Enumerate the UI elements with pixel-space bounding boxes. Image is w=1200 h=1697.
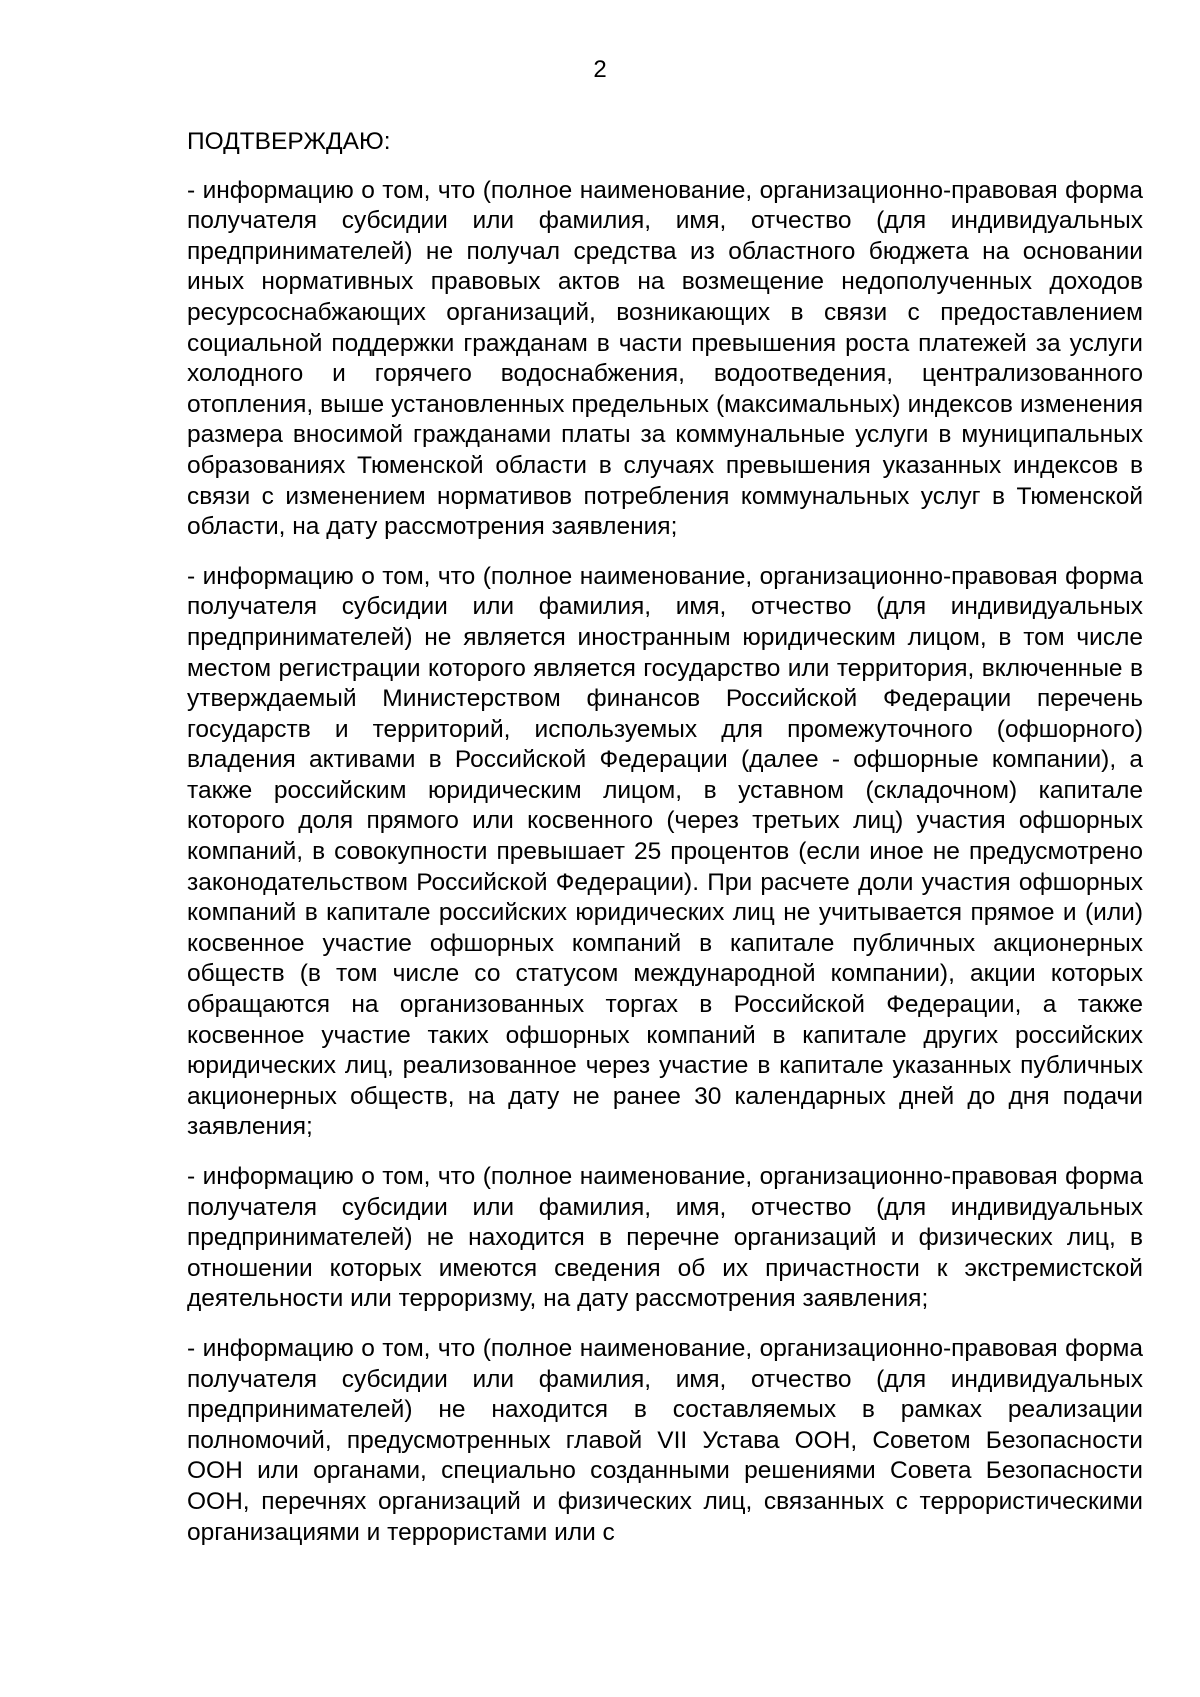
paragraph: - информацию о том, что (полное наименование, организационно-правовая форма получателя субсидии или фамилия, имя, отчество (для индивидуальных предпринимателей) не является иностранным юридическим лицом, в том числе местом регистрации которого является государство или территория, включенные в утверждаемый Министерством финансов Российской Федерации перечень государств и территорий, используемых для промежуточного (офшорного) владения активами в Российской Федерации (далее - офшорные компании), а также российским юридическим лицом, в уставном (складочном) капитале которого доля прямого или косвенного (через третьих лиц) участия офшорных компаний, в совокупности превышает 25 процентов (если иное не предусмотрено законодательством Российской Федерации). При расчете доли участия офшорных компаний в капитале российских юридических лиц не учитывается прямое и (или) косвенное участие офшорных компаний в капитале публичных акционерных обществ (в том числе со статусом международной компании), акции которых обращаются на организованных торгах в Российской Федерации, а также косвенное участие таких офшорных компаний в капитале других российских юридических лиц, реализованное через участие в капитале указанных публичных акционерных обществ, на дату не ранее 30 календарных дней до дня подачи заявления; bbox=[187, 562, 1143, 1141]
document-body bbox=[187, 127, 1143, 1567]
paragraph: - информацию о том, что (полное наименование, организационно-правовая форма получателя субсидии или фамилия, имя, отчество (для индивидуальных предпринимателей) не находится в перечне организаций и физических лиц, в отношении которых имеются сведения об их причастности к экстремистской деятельности или терроризму, на дату рассмотрения заявления; bbox=[187, 1163, 1143, 1313]
section-heading: ПОДТВЕРЖДАЮ: bbox=[187, 128, 391, 155]
paragraph: - информацию о том, что (полное наименование, организационно-правовая форма получателя субсидии или фамилия, имя, отчество (для индивидуальных предпринимателей) не находится в составляемых в рамках реализации полномочий, предусмотренных главой VII Устава ООН, Советом Безопасности ООН или органами, специально созданными решениями Совета Безопасности ООН, перечнях организаций и физических лиц, связанных с террористическими организациями и террористами или с bbox=[187, 1334, 1143, 1546]
paragraph: - информацию о том, что (полное наименование, организационно-правовая форма получателя субсидии или фамилия, имя, отчество (для индивидуальных предпринимателей) не получал средства из областного бюджета на основании иных нормативных правовых актов на возмещение недополученных доходов ресурсоснабжающих организаций, возникающих в связи с предоставлением социальной поддержки гражданам в части превышения роста платежей за услуги холодного и горячего водоснабжения, водоотведения, централизованного отопления, выше установленных предельных (максимальных) индексов изменения размера вносимой гражданами платы за коммунальные услуги в муниципальных образованиях Тюменской области в случаях превышения указанных индексов в связи с изменением нормативов потребления коммунальных услуг в Тюменской области, на дату рассмотрения заявления; bbox=[187, 176, 1143, 541]
page-number: 2 bbox=[593, 56, 607, 83]
